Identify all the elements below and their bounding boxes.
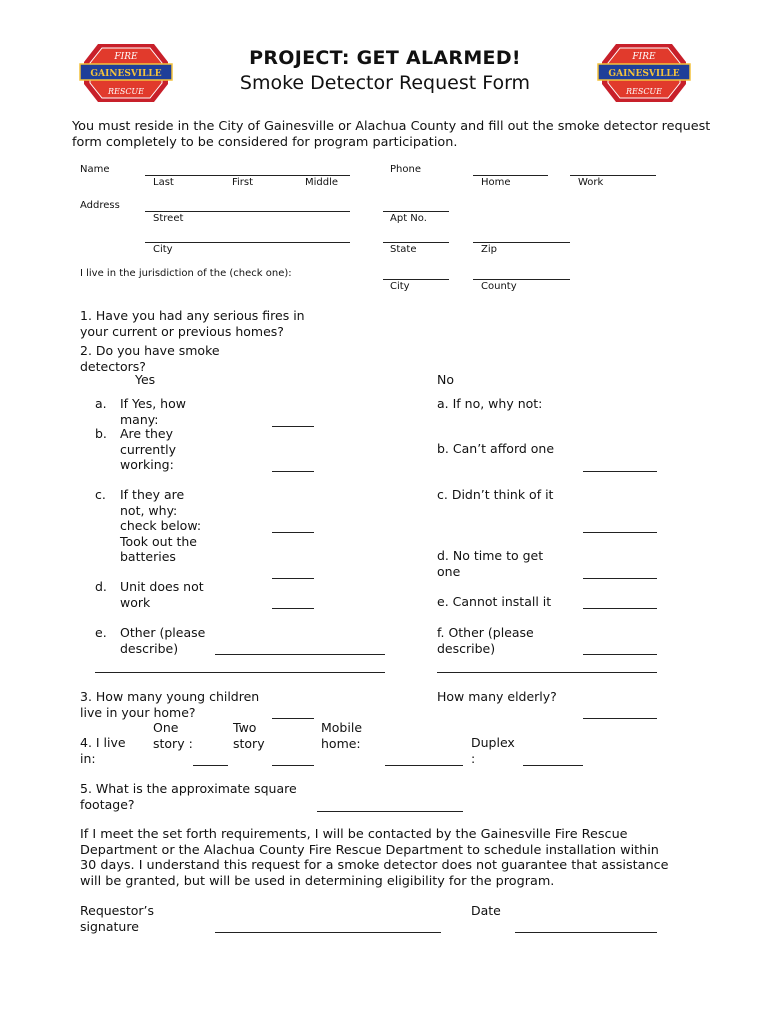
logo-text-middle: GAINESVILLE <box>90 69 162 79</box>
logo-text-middle: GAINESVILLE <box>608 69 680 79</box>
one-story-label: One story : <box>153 720 193 751</box>
yes-e-line-2[interactable] <box>95 672 385 673</box>
no-b-line[interactable] <box>583 471 657 472</box>
logo-text-top: FIRE <box>114 52 138 62</box>
yes-b-text: Are they currently working: <box>120 426 176 472</box>
apt-line[interactable] <box>383 211 449 212</box>
no-c-text: c. Didn’t think of it <box>437 487 554 502</box>
signature-label: Requestor’s signature <box>80 903 155 934</box>
yes-b-letter: b. <box>95 426 107 441</box>
question-2: 2. Do you have smoke detectors? <box>80 343 220 374</box>
street-caption: Street <box>153 213 184 224</box>
jurisdiction-city-caption: City <box>390 281 410 292</box>
jurisdiction-city-line[interactable] <box>383 279 449 280</box>
last-name-caption: Last <box>153 177 174 188</box>
phone-label: Phone <box>390 164 421 175</box>
logo-text-bottom: RESCUE <box>107 87 145 96</box>
yes-c-text: If they are not, why: check below: Took out the batteries <box>120 487 202 564</box>
form-subtitle: Smoke Detector Request Form <box>239 72 531 94</box>
street-line[interactable] <box>145 211 350 212</box>
question-4: 4. I live in: <box>80 735 126 766</box>
yes-a-text: If Yes, how many: <box>120 396 186 427</box>
mobile-home-line[interactable] <box>385 765 463 766</box>
logo-text-top: FIRE <box>632 52 656 62</box>
logo-text-bottom: RESCUE <box>625 87 663 96</box>
intro-text: You must reside in the City of Gainesville or Alachua County and fill out the smoke detector request form completely to be considered for program participation. <box>72 119 711 150</box>
home-phone-caption: Home <box>481 177 511 188</box>
yes-d-letter: d. <box>95 579 107 594</box>
yes-column-heading: Yes <box>135 372 156 387</box>
yes-c-letter: c. <box>95 487 106 502</box>
home-phone-line[interactable] <box>473 175 548 176</box>
one-story-line[interactable] <box>193 765 228 766</box>
yes-c-line-1[interactable] <box>272 532 314 533</box>
no-d-line[interactable] <box>583 578 657 579</box>
city-caption: City <box>153 244 173 255</box>
duplex-label: Duplex : <box>471 735 515 766</box>
no-column-heading: No <box>437 372 454 387</box>
yes-e-line-1[interactable] <box>215 654 385 655</box>
two-story-label: Two story <box>233 720 265 751</box>
middle-name-caption: Middle <box>305 177 339 188</box>
gainesville-fire-rescue-logo-left <box>76 38 176 108</box>
question-5: 5. What is the approximate square footage? <box>80 781 297 812</box>
mobile-home-label: Mobile home: <box>321 720 363 751</box>
no-e-line[interactable] <box>583 608 657 609</box>
elderly-count-line[interactable] <box>583 718 657 719</box>
no-e-text: e. Cannot install it <box>437 594 552 609</box>
yes-e-letter: e. <box>95 625 107 640</box>
no-a-text: a. If no, why not: <box>437 396 543 411</box>
yes-d-line[interactable] <box>272 608 314 609</box>
date-line[interactable] <box>515 932 657 933</box>
duplex-line[interactable] <box>523 765 583 766</box>
name-input-line[interactable] <box>145 175 350 176</box>
no-f-line-1[interactable] <box>583 654 657 655</box>
yes-b-line[interactable] <box>272 471 314 472</box>
yes-c-line-2[interactable] <box>272 578 314 579</box>
no-b-text: b. Can’t afford one <box>437 441 555 456</box>
signature-line[interactable] <box>215 932 441 933</box>
work-phone-line[interactable] <box>570 175 656 176</box>
two-story-line[interactable] <box>272 765 314 766</box>
city-line[interactable] <box>145 242 350 243</box>
question-1: 1. Have you had any serious fires in your current or previous homes? <box>80 308 305 339</box>
state-caption: State <box>390 244 417 255</box>
yes-a-line[interactable] <box>272 426 314 427</box>
no-f-line-2[interactable] <box>437 672 657 673</box>
gainesville-fire-rescue-logo-right <box>594 38 694 108</box>
question-3: 3. How many young children live in your home? <box>80 689 260 720</box>
square-footage-line[interactable] <box>317 811 463 812</box>
jurisdiction-label: I live in the jurisdiction of the (check one): <box>80 268 292 279</box>
apt-caption: Apt No. <box>390 213 427 224</box>
first-name-caption: First <box>232 177 254 188</box>
jurisdiction-county-caption: County <box>481 281 517 292</box>
children-count-line[interactable] <box>272 718 314 719</box>
elderly-question: How many elderly? <box>437 689 557 704</box>
yes-e-text: Other (please describe) <box>120 625 206 656</box>
yes-a-letter: a. <box>95 396 107 411</box>
form-title: PROJECT: GET ALARMED! <box>249 47 521 69</box>
zip-caption: Zip <box>481 244 497 255</box>
no-c-line[interactable] <box>583 532 657 533</box>
state-line[interactable] <box>383 242 449 243</box>
yes-d-text: Unit does not work <box>120 579 204 610</box>
no-f-text: f. Other (please describe) <box>437 625 534 656</box>
name-label: Name <box>80 164 110 175</box>
jurisdiction-county-line[interactable] <box>473 279 570 280</box>
date-label: Date <box>471 903 501 918</box>
zip-line[interactable] <box>473 242 570 243</box>
address-label: Address <box>80 200 120 211</box>
eligibility-statement: If I meet the set forth requirements, I will be contacted by the Gainesville Fire Rescue Department or the Alachua County Fire Rescue Department to schedule installation within 30 days. I understand this request for a smoke detector does not guarantee that assistance will be granted, but will be used in determining eligibility for the program. <box>80 827 669 889</box>
no-d-text: d. No time to get one <box>437 548 544 579</box>
work-phone-caption: Work <box>578 177 604 188</box>
